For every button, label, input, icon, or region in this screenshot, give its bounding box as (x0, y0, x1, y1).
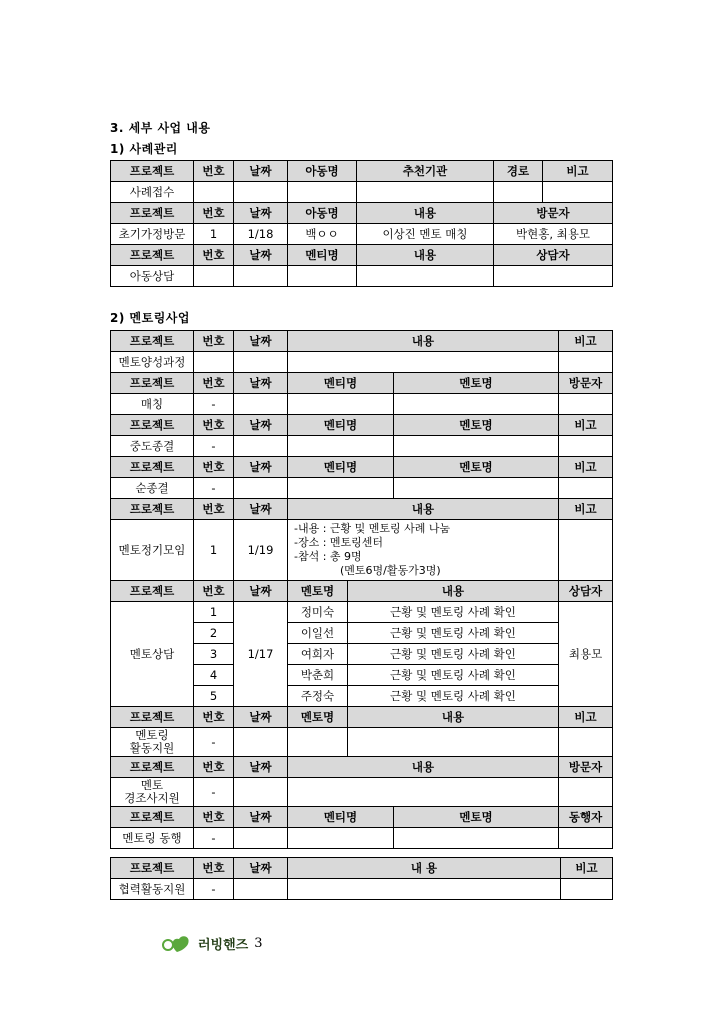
table-cell: 주정숙 (288, 686, 348, 707)
header-cell: 멘토명 (394, 807, 559, 828)
subsection-title-mentoring: 2) 멘토링사업 (110, 311, 190, 325)
section-title: 3. 세부 사업 내용 (110, 121, 211, 135)
table-header-row (111, 203, 613, 224)
table-cell: 근황 및 멘토링 사례 확인 (348, 686, 559, 707)
table-header-row (111, 245, 613, 266)
table-cell (288, 828, 394, 849)
table-cell: 1 (194, 602, 234, 623)
table-row (111, 478, 613, 499)
header-cell: 프로젝트 (111, 161, 194, 182)
table-cell (234, 778, 288, 807)
table-cell (288, 478, 394, 499)
table-cell (394, 828, 559, 849)
header-cell: 번호 (194, 858, 234, 879)
header-cell: 멘토명 (288, 581, 348, 602)
subsection-title-case-management: 1) 사례관리 (110, 142, 178, 156)
table-cell: - (194, 778, 234, 807)
header-cell: 내 용 (288, 858, 561, 879)
table-row (111, 728, 613, 757)
header-cell: 번호 (194, 373, 234, 394)
table-cell: 5 (194, 686, 234, 707)
table-cell (559, 778, 613, 807)
table-row (111, 436, 613, 457)
header-cell: 날짜 (234, 203, 288, 224)
table-cell: 1/18 (234, 224, 288, 245)
table-header-row (111, 457, 613, 478)
table-cell: 1/17 (234, 602, 288, 707)
header-cell: 방문자 (559, 757, 613, 778)
table-header-row (111, 707, 613, 728)
header-cell: 아동명 (288, 203, 357, 224)
header-cell: 프로젝트 (111, 499, 194, 520)
table-header-row (111, 331, 613, 352)
header-cell: 경로 (494, 161, 543, 182)
table-cell: 멘토상담 (111, 602, 194, 707)
header-cell: 내용 (357, 203, 494, 224)
mentoring-table-body (110, 330, 613, 849)
table-cell (234, 352, 288, 373)
header-cell: 번호 (194, 581, 234, 602)
table-row (111, 778, 613, 807)
table-cell (288, 436, 394, 457)
table-cell: 최용모 (559, 602, 613, 707)
table-cell: 멘토링 활동지원 (111, 728, 194, 757)
header-cell: 프로젝트 (111, 457, 194, 478)
header-cell: 번호 (194, 203, 234, 224)
header-cell: 프로젝트 (111, 331, 194, 352)
page-number: 3 (254, 935, 263, 951)
header-cell: 추천기관 (357, 161, 494, 182)
header-cell: 날짜 (234, 858, 288, 879)
detail-line: (멘토6명/활동가3명) (340, 564, 441, 577)
table-cell (288, 778, 559, 807)
table-cell: - (194, 394, 234, 415)
cooperation-support-table (110, 857, 613, 900)
table-cell (559, 478, 613, 499)
brand-name: 러빙핸즈 (198, 937, 249, 953)
table-cell: 3 (194, 644, 234, 665)
table-row (111, 182, 613, 203)
table-row (111, 602, 613, 623)
table-cell: 2 (194, 623, 234, 644)
table-cell (559, 436, 613, 457)
meeting-details-cell (288, 520, 559, 581)
table-cell (394, 436, 559, 457)
header-cell: 아동명 (288, 161, 357, 182)
table-cell (234, 879, 288, 900)
header-cell: 프로젝트 (111, 415, 194, 436)
table-cell: 박춘희 (288, 665, 348, 686)
header-cell: 번호 (194, 757, 234, 778)
table-cell (288, 879, 561, 900)
table-row (111, 352, 613, 373)
header-cell: 프로젝트 (111, 757, 194, 778)
header-cell: 내용 (288, 331, 559, 352)
header-cell: 프로젝트 (111, 373, 194, 394)
table-header-row (111, 161, 613, 182)
header-cell: 비고 (559, 499, 613, 520)
header-cell: 날짜 (234, 499, 288, 520)
table-cell (348, 728, 559, 757)
header-cell: 멘티명 (288, 373, 394, 394)
table-row (111, 879, 613, 900)
header-cell: 날짜 (234, 415, 288, 436)
header-cell: 상담자 (559, 581, 613, 602)
header-cell: 상담자 (494, 245, 613, 266)
table-cell (234, 436, 288, 457)
table-header-row (111, 373, 613, 394)
table-cell: 사례접수 (111, 182, 194, 203)
header-cell: 번호 (194, 245, 234, 266)
table-row (111, 394, 613, 415)
table-cell (194, 352, 234, 373)
table-cell (288, 182, 357, 203)
header-cell: 비고 (559, 415, 613, 436)
table-cell: 순종결 (111, 478, 194, 499)
header-cell: 비고 (543, 161, 613, 182)
header-cell: 프로젝트 (111, 203, 194, 224)
page-footer (160, 932, 263, 954)
header-cell: 날짜 (234, 331, 288, 352)
loving-hands-logo-icon (160, 932, 194, 954)
header-cell: 내용 (288, 499, 559, 520)
table-cell: 협력활동지원 (111, 879, 194, 900)
table-cell: 아동상담 (111, 266, 194, 287)
header-cell: 번호 (194, 331, 234, 352)
table-cell: 근황 및 멘토링 사례 확인 (348, 623, 559, 644)
header-cell: 날짜 (234, 807, 288, 828)
table-cell: - (194, 728, 234, 757)
header-cell: 멘토명 (394, 457, 559, 478)
header-cell: 날짜 (234, 161, 288, 182)
table-cell (559, 828, 613, 849)
table-cell: 멘토정기모임 (111, 520, 194, 581)
table-cell (194, 182, 234, 203)
table-cell (234, 828, 288, 849)
header-cell: 번호 (194, 161, 234, 182)
header-cell: 프로젝트 (111, 807, 194, 828)
table-cell (559, 394, 613, 415)
table-header-row (111, 757, 613, 778)
header-cell: 번호 (194, 807, 234, 828)
table-header-row (111, 858, 613, 879)
table-row (111, 828, 613, 849)
table-cell: 매칭 (111, 394, 194, 415)
table-cell (288, 394, 394, 415)
detail-line: -내용 : 근황 및 멘토링 사례 나눔 (294, 522, 451, 535)
header-cell: 내용 (288, 757, 559, 778)
table-cell: 1 (194, 520, 234, 581)
header-cell: 멘티명 (288, 415, 394, 436)
table-cell: 멘토 경조사지원 (111, 778, 194, 807)
header-cell: 비고 (559, 457, 613, 478)
table-cell (234, 394, 288, 415)
header-cell: 날짜 (234, 457, 288, 478)
table-row (111, 266, 613, 287)
header-cell: 번호 (194, 499, 234, 520)
table-cell: 4 (194, 665, 234, 686)
table-cell (288, 266, 357, 287)
table-cell: 정미숙 (288, 602, 348, 623)
header-cell: 비고 (559, 331, 613, 352)
table-cell (561, 879, 613, 900)
header-cell: 멘토명 (394, 373, 559, 394)
header-cell: 내용 (348, 707, 559, 728)
header-cell: 내용 (348, 581, 559, 602)
header-cell: 날짜 (234, 245, 288, 266)
header-cell: 멘토명 (394, 415, 559, 436)
header-cell: 날짜 (234, 707, 288, 728)
table-header-row (111, 499, 613, 520)
header-cell: 멘티명 (288, 807, 394, 828)
table-row (111, 520, 613, 581)
table-header-row (111, 581, 613, 602)
table-cell: 이일선 (288, 623, 348, 644)
table-cell (494, 182, 543, 203)
header-cell: 프로젝트 (111, 581, 194, 602)
header-cell: 내용 (357, 245, 494, 266)
table-cell (194, 266, 234, 287)
table-header-row (111, 807, 613, 828)
detail-line: -장소 : 멘토링센터 (294, 536, 384, 549)
table-cell: 이상진 멘토 매칭 (357, 224, 494, 245)
table-cell: 1/19 (234, 520, 288, 581)
header-cell: 비고 (561, 858, 613, 879)
table-cell (234, 478, 288, 499)
table-header-row (111, 415, 613, 436)
table-cell: - (194, 828, 234, 849)
header-cell: 번호 (194, 707, 234, 728)
table-cell (394, 478, 559, 499)
detail-line: -참석 : 총 9명 (294, 550, 362, 563)
table-row (111, 224, 613, 245)
header-cell: 날짜 (234, 757, 288, 778)
table-cell: 여희자 (288, 644, 348, 665)
table-cell (394, 394, 559, 415)
table-cell: 근황 및 멘토링 사례 확인 (348, 665, 559, 686)
header-cell: 방문자 (494, 203, 613, 224)
table-cell (494, 266, 613, 287)
header-cell: 동행자 (559, 807, 613, 828)
table-cell: 멘토양성과정 (111, 352, 194, 373)
case-management-table (110, 160, 613, 287)
table-cell (357, 182, 494, 203)
header-cell: 번호 (194, 415, 234, 436)
table-cell (559, 728, 613, 757)
table-cell: 멘토링 동행 (111, 828, 194, 849)
header-cell: 방문자 (559, 373, 613, 394)
header-cell: 프로젝트 (111, 858, 194, 879)
header-cell: 프로젝트 (111, 707, 194, 728)
header-cell: 번호 (194, 457, 234, 478)
table-cell (288, 728, 348, 757)
table-cell (288, 352, 559, 373)
table-cell (234, 266, 288, 287)
header-cell: 멘토명 (288, 707, 348, 728)
header-cell: 멘티명 (288, 457, 394, 478)
table-cell: 초기가정방문 (111, 224, 194, 245)
table-cell: 백ㅇㅇ (288, 224, 357, 245)
table-cell (357, 266, 494, 287)
table-cell (234, 182, 288, 203)
table-cell: - (194, 436, 234, 457)
table-cell: 근황 및 멘토링 사례 확인 (348, 602, 559, 623)
table-cell: 중도종결 (111, 436, 194, 457)
table-cell (559, 520, 613, 581)
table-cell: - (194, 478, 234, 499)
table-cell (559, 352, 613, 373)
table-cell (543, 182, 613, 203)
table-cell: 1 (194, 224, 234, 245)
header-cell: 프로젝트 (111, 245, 194, 266)
header-cell: 날짜 (234, 373, 288, 394)
table-cell: - (194, 879, 234, 900)
table-cell (234, 728, 288, 757)
table-cell: 박현홍, 최용모 (494, 224, 613, 245)
header-cell: 비고 (559, 707, 613, 728)
header-cell: 멘티명 (288, 245, 357, 266)
table-cell: 근황 및 멘토링 사례 확인 (348, 644, 559, 665)
header-cell: 날짜 (234, 581, 288, 602)
